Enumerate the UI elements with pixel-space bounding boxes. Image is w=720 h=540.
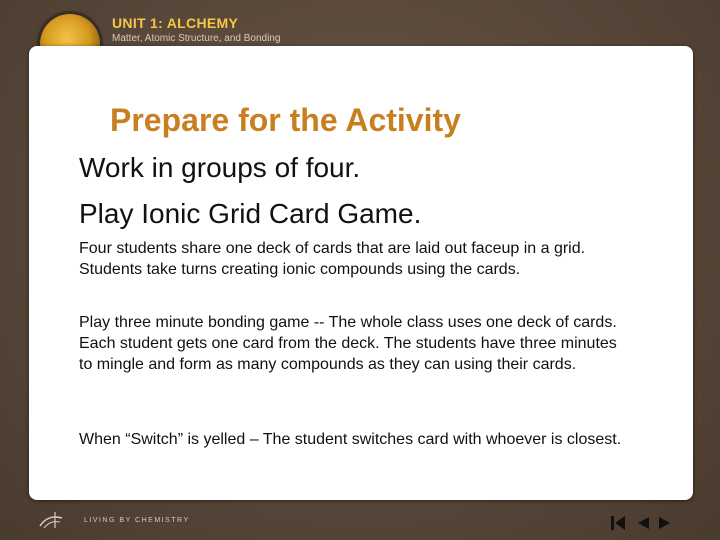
unit-title: UNIT 1: ALCHEMY [112, 15, 239, 31]
paragraph-bonding-game: Play three minute bonding game -- The whole class uses one deck of cards. Each student gets one card from the deck. The students have three minutes to mingle and form as many compounds as they can using their cards. [79, 314, 617, 373]
next-slide-button[interactable] [658, 514, 672, 532]
instruction-line-1: Work in groups of four. [79, 152, 361, 183]
footer-brand-text: LIVING BY CHEMISTRY [84, 517, 190, 524]
previous-slide-button[interactable] [636, 514, 650, 532]
unit-subtitle: Matter, Atomic Structure, and Bonding [112, 33, 281, 44]
previous-slide-icon [636, 514, 650, 532]
first-slide-button[interactable] [610, 514, 626, 532]
paragraph-switch-rule: When “Switch” is yelled – The student switches card with whoever is closest. [79, 431, 622, 448]
footer-brand [38, 508, 190, 534]
brand-mark-icon [38, 510, 64, 530]
next-slide-icon [658, 514, 672, 532]
slide-title: Prepare for the Activity [110, 102, 461, 138]
first-slide-icon [610, 514, 626, 532]
paragraph-grid-game: Four students share one deck of cards that are laid out faceup in a grid. Students take turns creating ionic compounds using the cards. [79, 240, 586, 278]
instruction-line-2: Play Ionic Grid Card Game. [79, 198, 422, 229]
